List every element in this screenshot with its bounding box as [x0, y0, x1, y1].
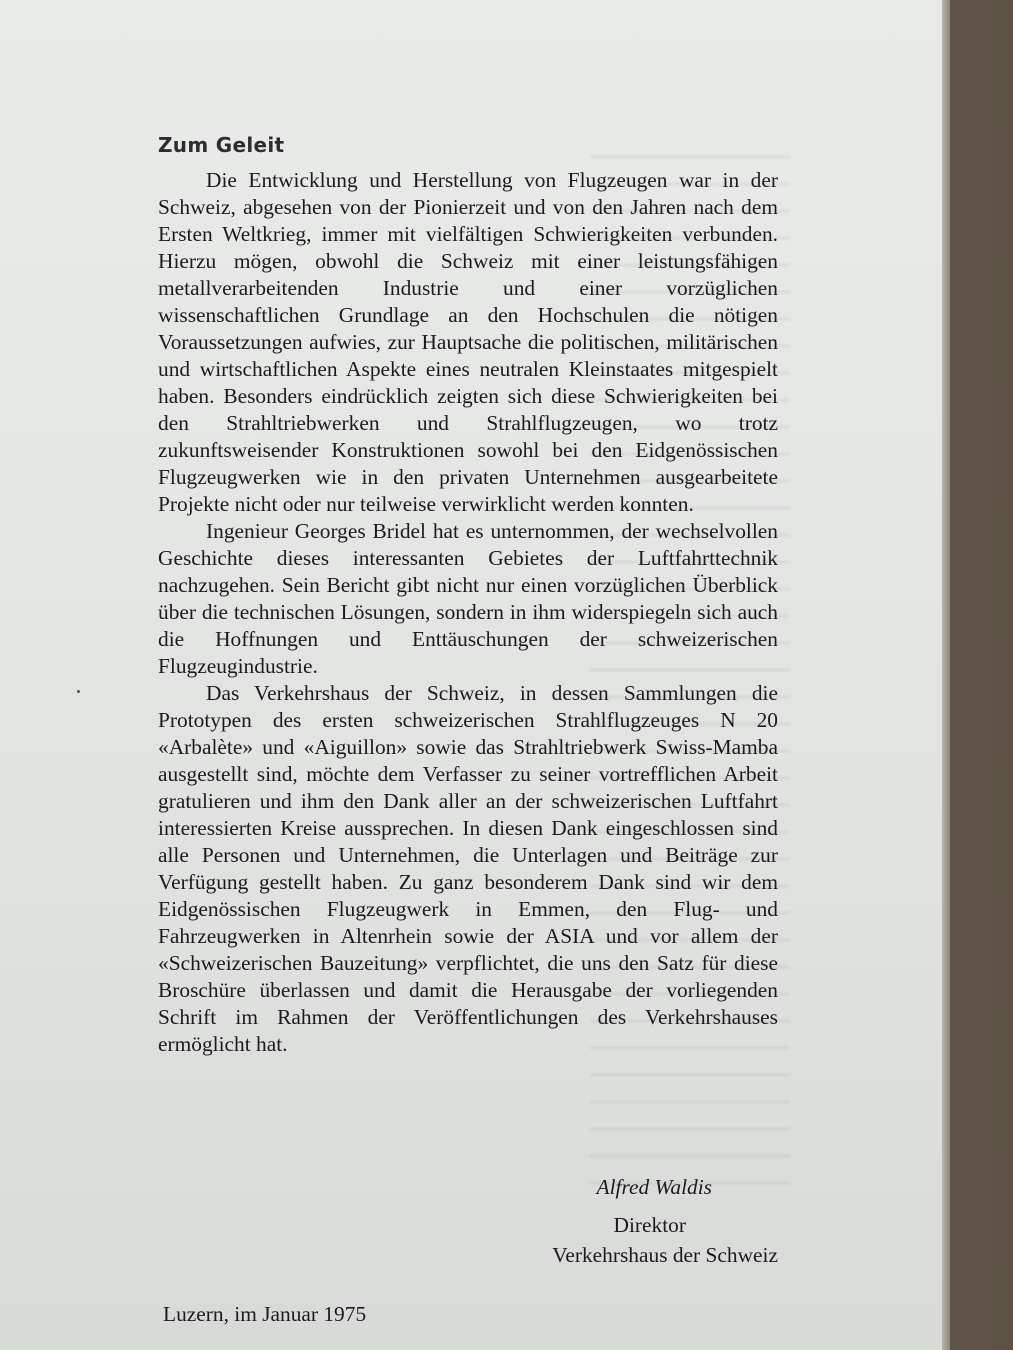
page-heading: Zum Geleit [158, 133, 285, 157]
signatory-title: Direktor [613, 1213, 686, 1237]
page-speck [77, 690, 80, 693]
paragraph-1: Die Entwicklung und Herstellung von Flugzeugen war in der Schweiz, abgesehen von der Pionierzeit und von den Jahren nach dem Ersten Weltkrieg, immer mit vielfältigen Schwierigkeiten verbunden. Hierzu mögen, obwohl die Schweiz mit einer leistungsfähigen metallverarbeitenden Industrie und einer vorzüglichen wissenschaftlichen Grundlage an den Hochschulen die nötigen Voraussetzungen aufwies, zur Hauptsache die politischen, militärischen und wirtschaftlichen Aspekte eines neutralen Kleinstaates mitgespielt haben. Besonders eindrücklich zeigten sich diese Schwierigkeiten bei den Strahltriebwerken und Strahlflugzeugen, wo trotz zukunftsweisender Konstruktionen sowohl bei den Eidgenössischen Flugzeugwerken wie in den privaten Unternehmen ausgearbeitete Projekte nicht oder nur teilweise verwirklicht werden konnten. [158, 168, 778, 516]
signatory-organization: Verkehrshaus der Schweiz [552, 1243, 778, 1267]
signatory-name: Alfred Waldis [596, 1175, 712, 1199]
place-and-date: Luzern, im Januar 1975 [163, 1302, 367, 1326]
body-text [158, 167, 778, 1058]
paragraph-2: Ingenieur Georges Bridel hat es unternommen, der wechselvollen Geschichte dieses interessanten Gebietes der Luftfahrttechnik nachzugehen. Sein Bericht gibt nicht nur einen vorzüglichen Überblick über die technischen Lösungen, sondern in ihm widerspiegeln sich auch die Hoffnungen und Enttäuschungen der schweizerischen Flugzeugindustrie. [158, 519, 778, 678]
paragraph-3: Das Verkehrshaus der Schweiz, in dessen Sammlungen die Prototypen des ersten schweizerischen Strahlflugzeuges N 20 «Arbalète» und «Aiguillon» sowie das Strahltriebwerk Swiss-Mamba ausgestellt sind, möchte dem Verfasser zu seiner vortrefflichen Arbeit gratulieren und ihm den Dank aller an der schweizerischen Luftfahrt interessierten Kreise aussprechen. In diesen Dank eingeschlossen sind alle Personen und Unternehmen, die Unterlagen und Beiträge zur Verfügung gestellt haben. Zu ganz besonderem Dank sind wir dem Eidgenössischen Flugzeugwerk in Emmen, den Flug- und Fahrzeugwerken in Altenrhein sowie der ASIA und vor allem der «Schweizerischen Bauzeitung» verpflichtet, die uns den Satz für diese Broschüre überlassen und damit die Herausgabe der vorliegenden Schrift im Rahmen der Veröffentlichungen des Verkehrshauses ermöglicht hat. [158, 681, 778, 1056]
page-edge [942, 0, 950, 1350]
signature-block [430, 1172, 778, 1270]
